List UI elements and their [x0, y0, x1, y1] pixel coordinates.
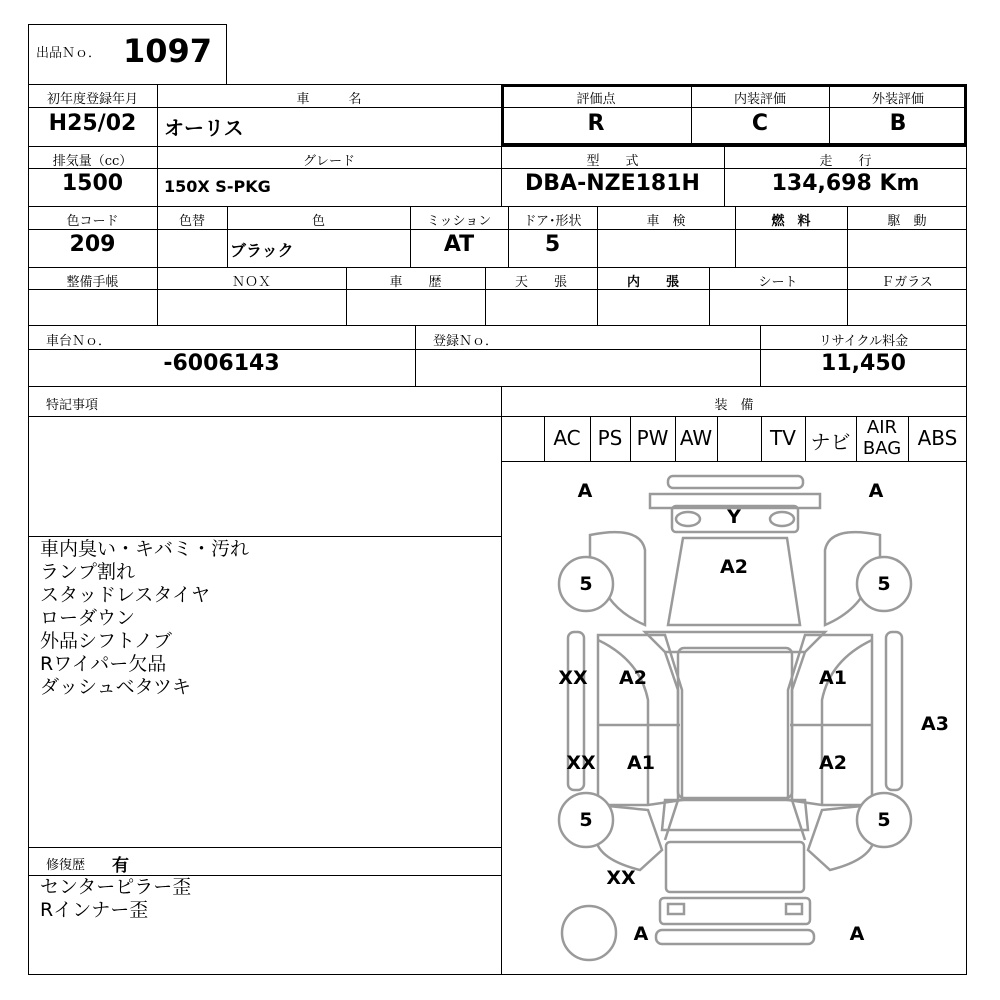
remark-line: Rワイパー欠品	[40, 653, 167, 675]
mark-left-front-door: A2	[619, 667, 647, 689]
repair-label: 修復歴	[46, 858, 86, 873]
recycle-label: リサイクル料金	[818, 334, 909, 349]
remarks-list	[40, 538, 249, 699]
lot-label: 出品Ｎｏ．	[36, 46, 102, 61]
equip-abs: ABS	[917, 426, 958, 450]
equip-airbag: AIR BAG	[862, 417, 902, 459]
remark-line: ローダウン	[40, 607, 136, 629]
interior-label: 内装評価	[733, 92, 786, 107]
equip-aw: AW	[679, 426, 713, 450]
grade-value: 150X S-PKG	[164, 177, 271, 196]
color-label: 色	[311, 214, 325, 229]
door-label: ドア･形状	[523, 214, 582, 229]
equip-ps: PS	[597, 426, 623, 450]
spare-tire-icon	[562, 906, 616, 960]
grade-label: グレード	[302, 154, 355, 169]
displacement-value: 1500	[61, 171, 124, 196]
car-name-value: オーリス	[164, 116, 244, 140]
color-value: ブラック	[230, 241, 294, 260]
mission-value: AT	[443, 232, 475, 257]
first-reg-label: 初年度登録年月	[46, 92, 138, 107]
lot-number: 1097	[123, 32, 213, 70]
mark-tire-rl: 5	[579, 809, 593, 831]
equip-navi: ナビ	[810, 430, 851, 454]
mark-rear-right: A	[849, 923, 865, 945]
interior-value: C	[751, 111, 769, 136]
equip-tv: TV	[770, 426, 796, 450]
mark-left-rear-side: XX	[566, 752, 596, 774]
car-name-label: 車 名	[296, 92, 362, 107]
equip-ac: AC	[553, 426, 581, 450]
fuel-label: 燃 料	[771, 214, 811, 229]
seat-label: シート	[758, 275, 798, 290]
repair-line: センターピラー歪	[40, 876, 192, 898]
color-change-label: 色替	[178, 214, 205, 229]
remark-line: 車内臭い・キバミ・汚れ	[40, 538, 250, 560]
equipment-label: 装 備	[714, 398, 754, 413]
remark-line: 外品シフトノブ	[40, 630, 172, 652]
mark-rear-left-low: XX	[606, 867, 636, 889]
mark-tire-rr: 5	[877, 809, 891, 831]
exterior-value: B	[889, 111, 907, 136]
model-value: DBA-NZE181H	[525, 171, 700, 196]
remark-line: スタッドレスタイヤ	[40, 584, 211, 606]
color-code-value: 209	[69, 232, 116, 257]
chassis-value: -6006143	[163, 351, 280, 376]
mark-hood: A2	[720, 556, 748, 578]
mark-left-front-side: XX	[558, 667, 588, 689]
remark-line: ランプ割れ	[40, 561, 136, 583]
car-diagram	[502, 462, 966, 974]
repair-value: 有	[112, 856, 129, 876]
model-label: 型 式	[586, 154, 639, 169]
drive-label: 駆 動	[887, 214, 927, 229]
repair-list	[40, 876, 191, 922]
color-code-label: 色コード	[66, 214, 119, 229]
history-label: 車 歴	[389, 275, 442, 290]
door-value: 5	[544, 232, 561, 257]
equip-pw: PW	[636, 426, 669, 450]
mission-label: ミッション	[426, 214, 492, 229]
mileage-value: 134,698 Km	[771, 171, 920, 196]
exterior-label: 外装評価	[871, 92, 924, 107]
maint-label: 整備手帳	[66, 275, 119, 290]
first-reg-value: H25/02	[48, 111, 137, 136]
mark-rear-left: A	[633, 923, 649, 945]
displacement-label: 排気量（cc）	[52, 154, 133, 169]
mark-tire-fr: 5	[877, 573, 891, 595]
score-value: R	[587, 111, 605, 136]
repair-line: Rインナー歪	[40, 899, 149, 921]
remarks-label: 特記事項	[46, 398, 99, 413]
mark-front-center: Y	[727, 506, 741, 528]
roof-label: 天 張	[514, 275, 567, 290]
mark-tire-fl: 5	[579, 573, 593, 595]
recycle-value: 11,450	[821, 351, 906, 376]
glass-label: Ｆガラス	[881, 275, 933, 290]
mark-front-left: A	[577, 480, 593, 502]
mark-right-side: A3	[921, 713, 949, 735]
reg-label: 登録Ｎｏ．	[433, 334, 499, 349]
nox-label: ＮＯＸ	[231, 275, 271, 290]
inspection-label: 車 検	[646, 214, 686, 229]
chassis-label: 車台Ｎｏ．	[46, 334, 112, 349]
remark-line: ダッシュベタツキ	[40, 676, 192, 698]
interior-trim-label: 内 張	[626, 275, 679, 290]
mark-right-front-door: A1	[819, 667, 847, 689]
mark-front-right: A	[868, 480, 884, 502]
mark-right-rear-door: A2	[819, 752, 847, 774]
mileage-label: 走 行	[819, 154, 872, 169]
score-label: 評価点	[576, 92, 616, 107]
mark-left-rear-door: A1	[627, 752, 655, 774]
